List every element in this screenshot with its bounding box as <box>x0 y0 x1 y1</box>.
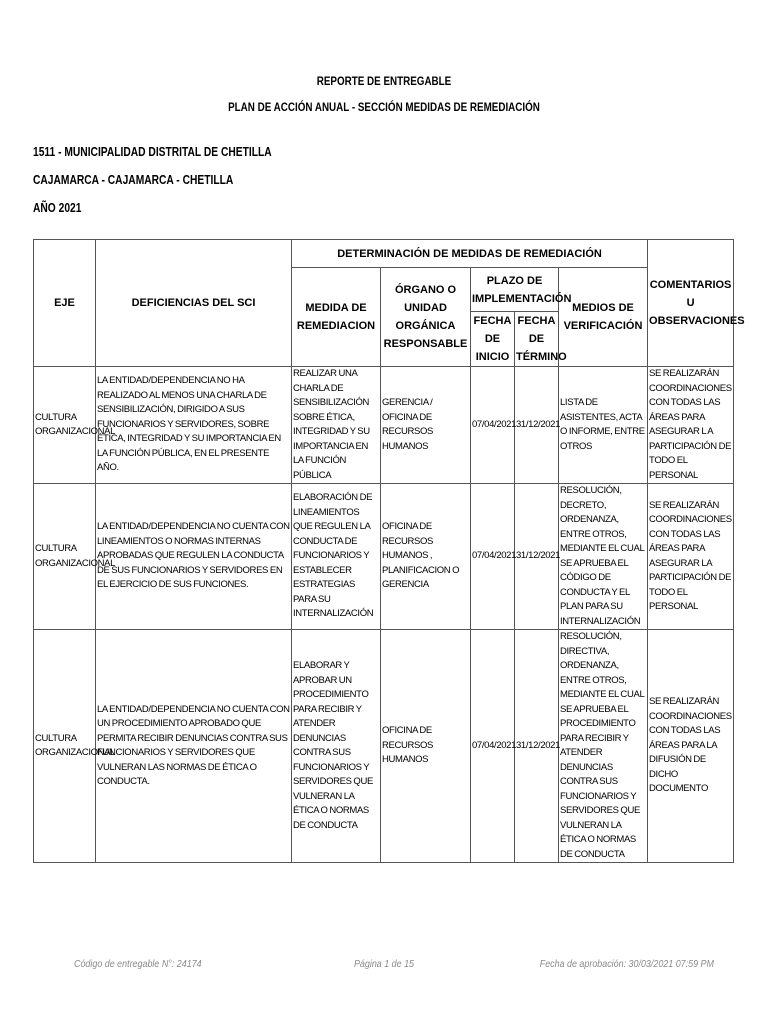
cell-medios: RESOLUCIÓN, DECRETO, ORDENANZA, ENTRE OTROS, MEDIANTE EL CUAL SE APRUEBA EL CÓDIGO DE CONDUCTA Y EL PLAN PARA SU INTERNALIZACIÓN <box>559 484 648 630</box>
entity-name: 1511 - MUNICIPALIDAD DISTRITAL DE CHETILLA <box>33 145 272 159</box>
header-medida: MEDIDA DE REMEDIACION <box>292 268 381 367</box>
table-row <box>34 484 734 630</box>
cell-organo: OFICINA DE RECURSOS HUMANOS <box>381 630 471 863</box>
header-determinacion: DETERMINACIÓN DE MEDIDAS DE REMEDIACIÓN <box>292 240 648 268</box>
entity-location: CAJAMARCA - CAJAMARCA - CHETILLA <box>33 173 234 187</box>
header-medios: MEDIOS DE VERIFICACIÓN <box>559 268 648 367</box>
cell-eje: CULTURA ORGANIZACIONAL <box>34 630 96 863</box>
cell-deficiencia: LA ENTIDAD/DEPENDENCIA NO CUENTA CON UN PROCEDIMIENTO APROBADO QUE PERMITA RECIBIR DENUNCIAS CONTRA SUS FUNCIONARIOS Y SERVIDORES QUE VULNERAN LAS NORMAS DE ÉTICA O CONDUCTA. <box>96 630 292 863</box>
cell-fecha-termino: 31/12/2021 <box>515 484 559 630</box>
header-plazo: PLAZO DE IMPLEMENTACIÓN <box>471 268 559 312</box>
report-subtitle: PLAN DE ACCIÓN ANUAL - SECCIÓN MEDIDAS DE REMEDIACIÓN <box>228 100 540 114</box>
cell-fecha-inicio: 07/04/2021 <box>471 484 515 630</box>
cell-medida: REALIZAR UNA CHARLA DE SENSIBILIZACIÓN SOBRE ÉTICA, INTEGRIDAD Y SU IMPORTANCIA EN LA FUNCIÓN PÚBLICA <box>292 367 381 484</box>
cell-medida: ELABORAR Y APROBAR UN PROCEDIMIENTO PARA RECIBIR Y ATENDER DENUNCIAS CONTRA SUS FUNCIONARIOS Y SERVIDORES QUE VULNERAN LA ÉTICA O NORMAS DE CONDUCTA <box>292 630 381 863</box>
cell-fecha-inicio: 07/04/2021 <box>471 367 515 484</box>
header-deficiencias: DEFICIENCIAS DEL SCI <box>96 240 292 367</box>
cell-comentarios: SE REALIZARÁN COORDINACIONES CON TODAS LAS ÁREAS PARA ASEGURAR LA PARTICIPACIÓN DE TODO EL PERSONAL <box>648 484 734 630</box>
cell-deficiencia: LA ENTIDAD/DEPENDENCIA NO CUENTA CON LINEAMIENTOS O NORMAS INTERNAS APROBADAS QUE REGULEN LA CONDUCTA DE SUS FUNCIONARIOS Y SERVIDORES EN EL EJERCICIO DE SUS FUNCIONES. <box>96 484 292 630</box>
report-title: REPORTE DE ENTREGABLE <box>316 74 452 88</box>
cell-eje: CULTURA ORGANIZACIONAL <box>34 484 96 630</box>
header-organo: ÓRGANO O UNIDAD ORGÁNICA RESPONSABLE <box>381 268 471 367</box>
footer-approval-date: Fecha de aprobación: 30/03/2021 07:59 PM <box>539 958 714 970</box>
cell-fecha-termino: 31/12/2021 <box>515 367 559 484</box>
cell-fecha-inicio: 07/04/2021 <box>471 630 515 863</box>
table-row <box>34 367 734 484</box>
header-row-1 <box>34 240 734 268</box>
report-year: AÑO 2021 <box>33 201 82 215</box>
header-comentarios: COMENTARIOS U OBSERVACIONES <box>648 240 734 367</box>
table-row <box>34 630 734 863</box>
cell-organo: GERENCIA / OFICINA DE RECURSOS HUMANOS <box>381 367 471 484</box>
cell-comentarios: SE REALIZARÁN COORDINACIONES CON TODAS LAS ÁREAS PARA LA DIFUSIÓN DE DICHO DOCUMENTO <box>648 630 734 863</box>
cell-organo: OFICINA DE RECURSOS HUMANOS , PLANIFICACION O GERENCIA <box>381 484 471 630</box>
cell-medios: RESOLUCIÓN, DIRECTIVA, ORDENANZA, ENTRE OTROS, MEDIANTE EL CUAL SE APRUEBA EL PROCEDIMIENTO PARA RECIBIR Y ATENDER DENUNCIAS CONTRA SUS FUNCIONARIOS Y SERVIDORES QUE VULNERAN LA ÉTICA O NORMAS DE CONDUCTA <box>559 630 648 863</box>
remediation-table <box>33 239 745 863</box>
footer-code: Código de entregable N°: 24174 <box>74 958 202 970</box>
footer-page-number: Página 1 de 15 <box>353 958 415 970</box>
cell-comentarios: SE REALIZARÁN COORDINACIONES CON TODAS LAS ÁREAS PARA ASEGURAR L A PARTICIPACIÓN DE TODO EL PERSONAL <box>648 367 734 484</box>
header-fecha-termino: FECHA DE TÉRMINO <box>515 312 559 367</box>
cell-eje: CULTURA ORGANIZACIONAL <box>34 367 96 484</box>
header-eje: EJE <box>34 240 96 367</box>
cell-medida: ELABORACIÓN DE LINEAMIENTOS QUE REGULEN LA CONDUCTA DE FUNCIONARIOS Y ESTABLECER ESTRATEGIAS PARA SU INTERNALIZACIÓN <box>292 484 381 630</box>
header-fecha-inicio: FECHA DE INICIO <box>471 312 515 367</box>
cell-deficiencia: LA ENTIDAD/DEPENDENCIA NO HA REALIZADO AL MENOS UNA CHARLA DE SENSIBILIZACIÓN, DIRIGIDO A SUS FUNCIONARIOS Y SERVIDORES, SOBRE ÉTICA, INTEGRIDAD Y SU IMPORTANCIA EN LA FUNCIÓN PÚBLICA, EN EL PRESENTE AÑO. <box>96 367 292 484</box>
cell-fecha-termino: 31/12/2021 <box>515 630 559 863</box>
cell-medios: LISTA DE ASISTENTES, ACTA O INFORME, ENTRE OTROS <box>559 367 648 484</box>
